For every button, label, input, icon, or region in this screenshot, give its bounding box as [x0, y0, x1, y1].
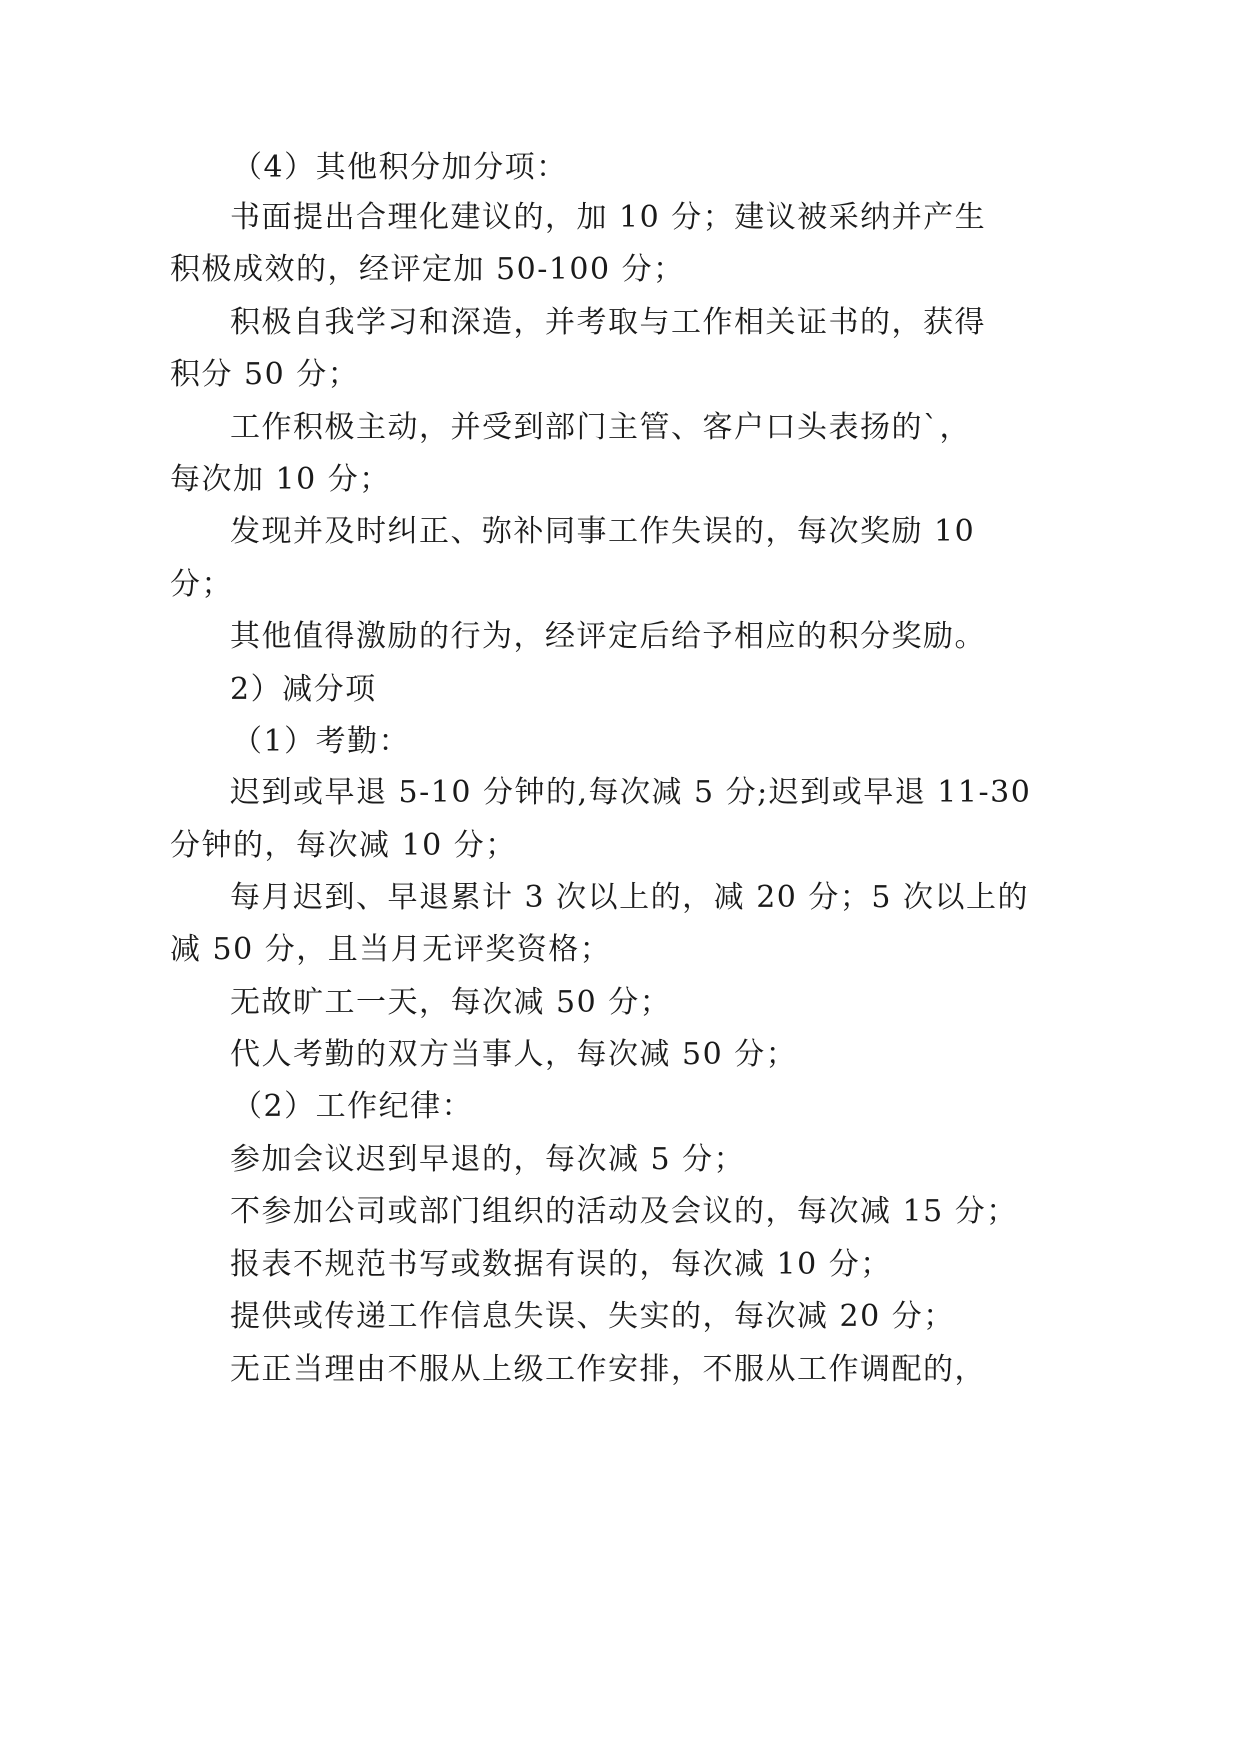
paragraph-line: 书面提出合理化建议的，加 10 分；建议被采纳并产生	[230, 200, 987, 235]
paragraph-line: 发现并及时纠正、弥补同事工作失误的，每次奖励 10	[230, 514, 976, 549]
paragraph-line: 积极成效的，经评定加 50-100 分；	[170, 252, 685, 287]
paragraph-line: 分钟的，每次减 10 分；	[170, 828, 517, 863]
paragraph-line: 其他值得激励的行为，经评定后给予相应的积分奖励。	[230, 619, 986, 654]
paragraph-line: 积分 50 分；	[170, 357, 360, 392]
paragraph-line: 不参加公司或部门组织的活动及会议的，每次减 15 分；	[230, 1194, 1018, 1229]
paragraph-line: 代人考勤的双方当事人，每次减 50 分；	[230, 1037, 798, 1072]
paragraph-line: 提供或传递工作信息失误、失实的，每次减 20 分；	[230, 1299, 955, 1334]
paragraph-line: 分；	[170, 567, 233, 602]
paragraph-line: 报表不规范书写或数据有误的，每次减 10 分；	[230, 1247, 892, 1282]
paragraph-line: 每次加 10 分；	[170, 462, 391, 497]
paragraph-line: 迟到或早退 5-10 分钟的,每次减 5 分;迟到或早退 11-30	[230, 775, 1032, 810]
paragraph-line: 无正当理由不服从上级工作安排，不服从工作调配的，	[230, 1352, 986, 1387]
paragraph-line: 积极自我学习和深造，并考取与工作相关证书的，获得	[230, 305, 986, 340]
paragraph-line: 参加会议迟到早退的，每次减 5 分；	[230, 1142, 746, 1177]
paragraph-line: 每月迟到、早退累计 3 次以上的，减 20 分；5 次以上的	[230, 880, 1030, 915]
paragraph-line: 减 50 分，且当月无评奖资格；	[170, 932, 612, 967]
paragraph-line: 工作积极主动，并受到部门主管、客户口头表扬的`，	[230, 410, 971, 445]
paragraph-line: 无故旷工一天，每次减 50 分；	[230, 985, 672, 1020]
paragraph-line: （4）其他积分加分项：	[232, 150, 568, 185]
section-heading: 2）减分项	[230, 672, 377, 707]
subsection-heading: （1）考勤：	[232, 724, 411, 759]
subsection-heading: （2）工作纪律：	[232, 1089, 474, 1124]
